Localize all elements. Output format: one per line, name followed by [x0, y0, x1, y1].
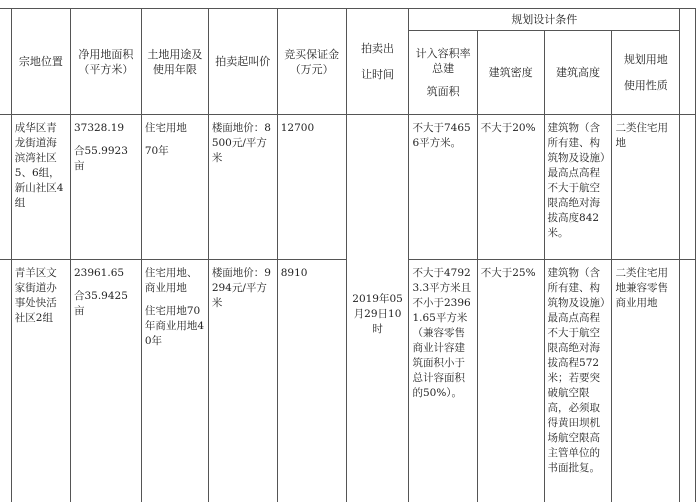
header-plan-conditions: 规划设计条件	[409, 9, 680, 31]
header-auction-time: 拍卖出 让时间	[346, 9, 409, 115]
cell-density: 不大于25%	[477, 260, 544, 502]
cell-location: 青羊区文家街道办事处快活社区2组	[11, 260, 70, 502]
cell-start-price: 楼面地价：8500元/平方米	[208, 115, 277, 260]
header-land-nature: 规划用地 使用性质	[612, 31, 680, 115]
cell-area: 37328.19 合55.9923亩	[70, 115, 141, 260]
cell-start-price: 楼面地价：9294元/平方米	[208, 260, 277, 502]
header-parcel-location: 宗地位置	[11, 9, 70, 115]
cell-far: 不大于74656平方米。	[409, 115, 477, 260]
header-start-price: 拍卖起叫价	[208, 9, 277, 115]
edge-cell	[0, 115, 11, 260]
header-density: 建筑密度	[477, 31, 544, 115]
cell-deposit: 8910	[277, 260, 346, 502]
header-net-area: 净用地面积 （平方米）	[70, 9, 141, 115]
cell-density: 不大于20%	[477, 115, 544, 260]
edge-cell-right	[680, 115, 696, 260]
cell-area: 23961.65 合35.9425亩	[70, 260, 141, 502]
cell-land-use: 住宅用地 70年	[141, 115, 208, 260]
cell-deposit: 12700	[277, 115, 346, 260]
cell-far: 不大于47923.3平方米且不小于23961.65平方米（兼容零售商业计容建筑面积小于总计容面积的50%）。	[409, 260, 477, 502]
cell-land-use: 住宅用地、商业用地 住宅用地70年商业用地40年	[141, 260, 208, 502]
header-deposit: 竞买保证金 （万元）	[277, 9, 346, 115]
edge-cell-right	[680, 260, 696, 502]
cell-height: 建筑物（含所有建、构筑物及设施）最高点高程不大于航空限高绝对海拔高度842米。	[544, 115, 612, 260]
cell-land-nature: 二类住宅用地	[612, 115, 680, 260]
land-auction-table	[0, 8, 696, 502]
header-edge-cell	[0, 9, 11, 115]
table-row	[0, 115, 696, 260]
cell-height: 建筑物（含所有建、构筑物及设施）最高点高程不大于航空限高绝对海拔高程572米；若要突破航空限高，必须取得黄田坝机场航空限高主管单位的书面批复。	[544, 260, 612, 502]
cell-location: 成华区青龙街道海滨湾社区5、6组，新山社区4组	[11, 115, 70, 260]
header-land-use: 土地用途及 使用年限	[141, 9, 208, 115]
header-row-top	[0, 9, 696, 31]
header-far: 计入容积率 总建 筑面积	[409, 31, 477, 115]
header-height: 建筑高度	[544, 31, 612, 115]
cell-auction-time: 2019年05月29日10时	[346, 115, 409, 502]
cell-land-nature: 二类住宅用地兼容零售商业用地	[612, 260, 680, 502]
header-edge-right	[680, 9, 696, 115]
edge-cell	[0, 260, 11, 502]
